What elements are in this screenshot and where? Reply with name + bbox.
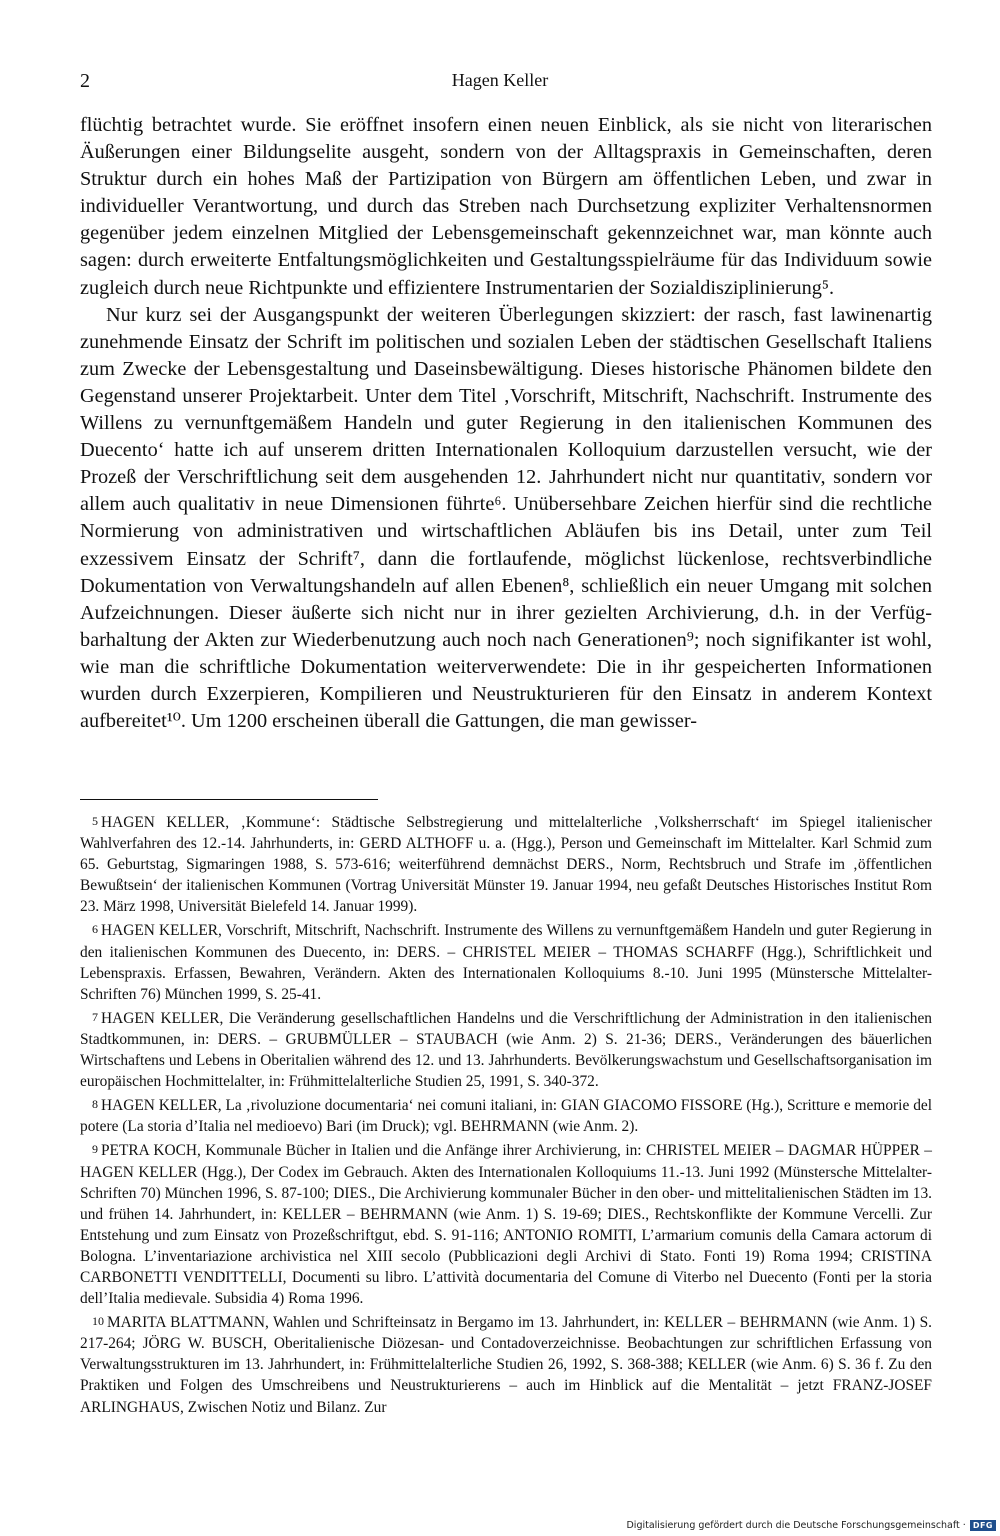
footnote-6 [80,919,932,1004]
running-head: Hagen Keller [451,70,549,90]
page-number: 2 [80,70,90,92]
digitization-credit [626,1520,996,1531]
footnote-8 [80,1094,932,1137]
footnote-text: HAGEN KELLER, ‚Kommune‘: Städtische Selbstregierung und mittelalterliche ‚Volksherrschaft‘ im Spiegel italienischer Wahlverfahren des 12.-14. Jahrhunderts, in: GERD ALTHOFF u. a. (Hgg.), Person und Gemeinschaft im Mittelalter. Karl Schmid zum 65. Geburtstag, Sigmaringen 1988, S. 573-616; weiterführend demnächst DERS., Norm, Rechtsbruch und Strafe im ‚öffentlichen Bewußtsein‘ der italienischen Kommunen (Vortrag Universität Münster 19. Januar 1994, neu gefaßt Deutsches Historisches Institut Rom 23. März 1998, Universität Bielefeld 14. Januar 1999). [80,814,932,916]
footnote-text: HAGEN KELLER, Die Veränderung gesellschaftlichen Handelns und die Verschriftlichung der Administration in den italienischen Stadtkommunen, in: DERS. – GRUBMÜLLER – STAUBACH (wie Anm. 2) S. 21-36; DERS., Veränderungen des bäuerlichen Wirtschaftens und Lebens in Oberitalien während des 12. und 13. Jahrhunderts. Bevölkerungswachstum und Gesellschaftsorganisation im europäischen Hochmittelalter, in: Frühmittelalterliche Studien 25, 1991, S. 340-372. [80,1009,932,1091]
footnote-number: 6 [92,922,98,937]
footnote-number: 7 [92,1009,98,1024]
footnotes [80,811,932,1420]
paragraph: Nur kurz sei der Ausgangspunkt der weiteren Überlegungen skizziert: der rasch, fast lawinenartig zunehmende Einsatz der Schrift im politischen und sozialen Leben der städtischen Gesellschaft Italiens zum Zwecke der Lebensgestaltung und Daseinsbewältigung. Dieses historische Phänomen bildete den Gegenstand unserer Projektarbeit. Unter dem Titel ‚Vorschrift, Mitschrift, Nachschrift. Instrumente des Willens zu vernunftgemäßem Handeln und guter Regierung in den italienischen Kommunen des Duecento‘ hatte ich auf unserem dritten Internationalen Kolloquium darzustellen versucht, wie der Prozeß der Verschriftlichung seit dem ausgehenden 12. Jahrhundert nicht nur quantitativ, sondern vor allem auch qualitativ in neue Dimensionen führte⁶. Unübersehbare Zeichen hierfür sind die rechtliche Normierung von administrativen und wirtschaftlichen Abläufen bis ins Detail, unter zum Teil exzessivem Einsatz der Schrift⁷, dann die fortlaufende, möglichst lückenlose, rechtsverbindliche Dokumentation von Verwaltungshandeln auf allen Ebenen⁸, schließlich ein neuer Umgang mit solchen Aufzeichnungen. Dieser äußerte sich nicht nur in ihrer gezielten Archivierung, d.h. in der Verfügbarhaltung der Akten zur Wiederbenutzung auch noch nach Generationen⁹; noch signifikanter ist wohl, wie man die schriftliche Dokumentation weiterverwendete: Die in ihr gespeicherten Informationen wurden durch Exzerpieren, Kompilieren und Neustrukturieren für den Einsatz in anderem Kontext aufbereitet¹⁰. Um 1200 erscheinen überall die Gattungen, die man gewisser- [80,303,932,733]
footnote-number: 8 [92,1097,98,1112]
footnote-text: HAGEN KELLER, La ‚rivoluzione documentaria‘ nei comuni italiani, in: GIAN GIACOMO FISSORE (Hg.), Scritture e memorie del potere (La storia d’Italia nel medioevo) Bari (im Druck); vgl. BEHRMANN (wie Anm. 2). [80,1097,932,1136]
footnote-text: HAGEN KELLER, Vorschrift, Mitschrift, Nachschrift. Instrumente des Willens zu vernunftgemäßem Handeln und guter Regierung in den italienischen Kommunen des Duecento, in: DERS. – CHRISTEL MEIER – THOMAS SCHARFF (Hgg.), Schriftlichkeit und Lebenspraxis. Erfassen, Bewahren, Verändern. Akten des Internationalen Kolloquiums 8.-10. Juni 1995 (Münstersche Mittelalter-Schriften 76) München 1999, S. 25-41. [80,922,932,1003]
footnote-text: PETRA KOCH, Kommunale Bücher in Italien und die Anfänge ihrer Archivierung, in: CHRISTEL MEIER – DAGMAR HÜPPER – HAGEN KELLER (Hgg.), Der Codex im Gebrauch. Akten des Internationalen Kolloquiums 11.-13. Juni 1992 (Münstersche Mittelalter-Schriften 70) München 1996, S. 87-100; DIES., Die Archivierung kommunaler Bücher in den ober- und mittelitalienischen Städten im 13. und frühen 14. Jahrhundert, in: KELLER – BEHRMANN (wie Anm. 1) S. 19-69; DIES., Rechtskonflikte der Kommune Vercelli. Zur Entstehung und zum Einsatz von Prozeßschriftgut, ebd. S. 91-116; ANTONIO ROMITI, L’armarium comunis della Camara actorum di Bologna. L’inventariazione archivistica nel XIII secolo (Pubblicazioni degli Archivi di Stato. Fonti 19) Roma 1994; CRISTINA CARBONETTI VENDITTELLI, Documenti su libro. L’attività documentaria del Comune di Viterbo nel Duecento (Fonti per la storia dell’Italia medievale. Subsidia 4) Roma 1996. [80,1142,932,1308]
footnote-number: 5 [92,814,98,828]
paragraph: flüchtig betrachtet wurde. Sie eröffnet insofern einen neuen Einblick, als sie nicht von literarischen Äußerungen einer Bildungselite ausgeht, sondern von der Alltagspraxis in Gemeinschaften, deren Struktur durch ein hohes Maß der Partizipation von Bürgern am öffentlichen Leben, und zwar in individueller Verantwortung, und durch das Streben nach Durchsetzung expliziter Verhaltensnormen gegenüber jedem einzelnen Mitglied der Lebensgemeinschaft gekennzeichnet war, man könnte auch sagen: durch erweiterte Entfaltungsmöglichkeiten und Gestaltungsspielräume für das Individuum sowie zugleich durch neue Richtpunkte und effizientere Instrumentarien der Sozialdisziplinierung⁵. [80,114,932,299]
credit-text: Digitalisierung gefördert durch die Deutsche Forschungsgemeinschaft · [626,1520,966,1531]
footnote-7 [80,1007,932,1092]
footnote-10 [80,1311,932,1417]
main-text [80,112,932,735]
footnote-5 [80,811,932,917]
footnote-divider [80,799,378,800]
footnote-9 [80,1139,932,1309]
dfg-logo: DFG [970,1520,996,1531]
footnote-text: MARITA BLATTMANN, Wahlen und Schrifteinsatz in Bergamo im 13. Jahrhundert, in: KELLER – BEHRMANN (wie Anm. 1) S. 217-264; JÖRG W. BUSCH, Oberitalienische Diözesan- und Contadoverzeichnisse. Beobachtungen zur schriftlichen Erfassung von Verwaltungsstrukturen im 13. Jahrhundert, in: Frühmittelalterliche Studien 26, 1992, S. 368-388; KELLER (wie Anm. 6) S. 36 f. Zu den Praktiken und Folgen des Umschreibens und Neustrukturierens – auch im Hinblick auf die Mentalität – jetzt FRANZ-JOSEF ARLINGHAUS, Zwischen Notiz und Bilanz. Zur [80,1314,932,1416]
footnote-number: 10 [92,1314,104,1329]
footnote-number: 9 [92,1142,98,1157]
